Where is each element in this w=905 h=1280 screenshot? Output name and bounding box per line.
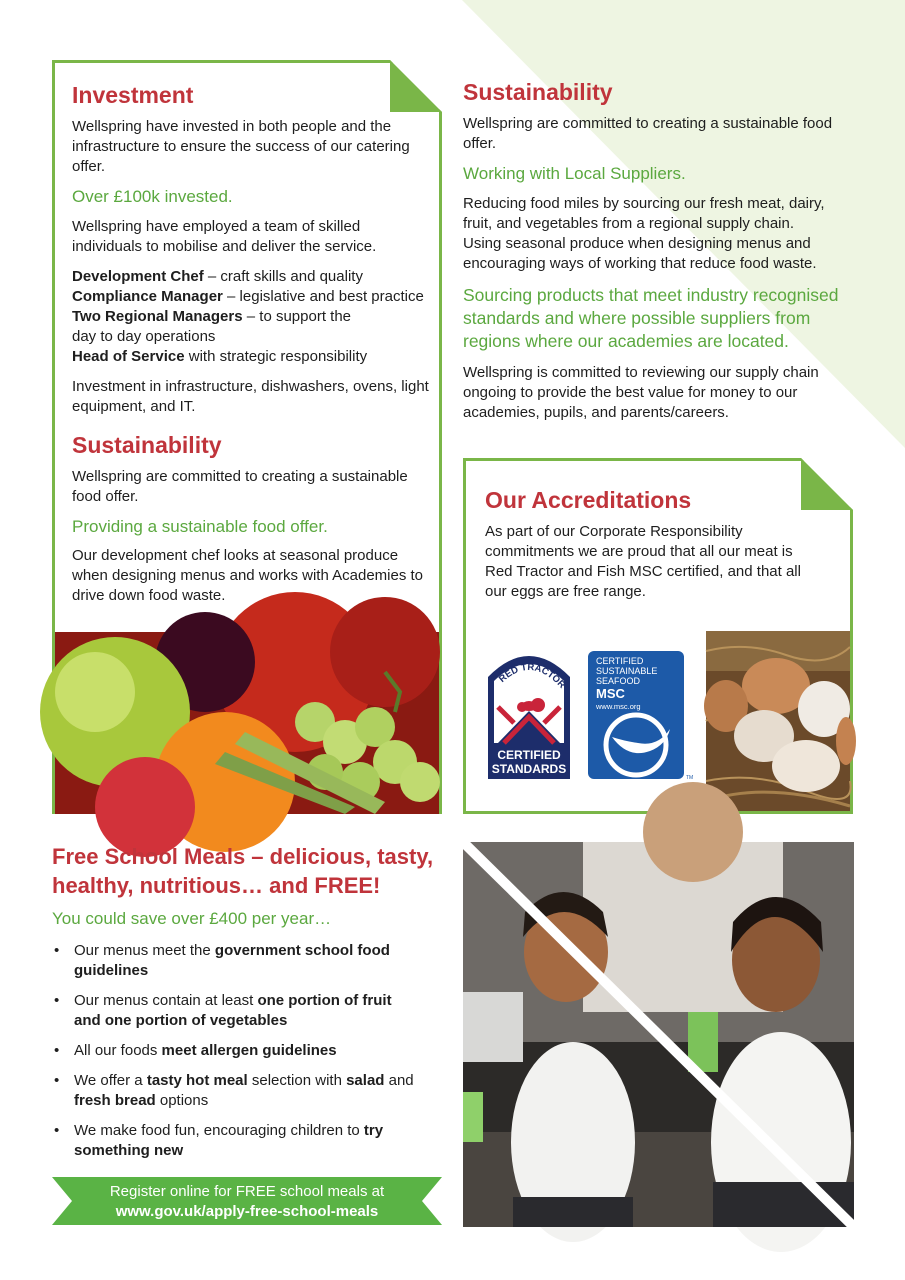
supply-chain-text: Wellspring is committed to reviewing our supply chain ongoing to provide the best value for money to our academies, pupils, and parents/careers. (463, 363, 819, 421)
role-item: Head of Service with strategic responsibility (72, 347, 368, 365)
investment-panel (52, 60, 442, 814)
benefit-item: • We make food fun, encouraging children to try something new (52, 1121, 419, 1161)
sustainability-column (463, 80, 858, 433)
benefit-item: • We offer a tasty hot meal selection with salad and fresh bread options (52, 1071, 419, 1111)
infrastructure-text: Investment in infrastructure, dishwashers, ovens, light equipment, and IT. (72, 377, 429, 415)
fruit-vegetables-image (55, 632, 439, 814)
children-school-meal-photo (463, 842, 854, 1227)
sustainability-subtitle-left: Sustainability (72, 431, 222, 458)
svg-text:RED TRACTOR: RED TRACTOR (496, 661, 568, 691)
investment-title: Investment (72, 82, 194, 108)
svg-text:STANDARDS: STANDARDS (491, 762, 567, 776)
accreditations-panel (463, 458, 853, 814)
register-banner[interactable] (52, 1177, 442, 1225)
benefits-list (52, 941, 447, 1161)
register-link[interactable]: www.gov.uk/apply-free-school-meals (115, 1203, 379, 1220)
svg-text:www.msc.org: www.msc.org (596, 702, 641, 711)
role-item: Compliance Manager – legislative and best practice (72, 287, 424, 305)
benefit-item: • Our menus meet the government school food guidelines (52, 941, 419, 981)
corner-fold (801, 458, 853, 510)
msc-logo (588, 651, 692, 783)
sustainability-intro-left: Wellspring are committed to creating a sustainable food offer. (72, 467, 408, 505)
investment-highlight: Over £100k invested. (72, 187, 233, 207)
sustainability-text-left: Our development chef looks at seasonal produce when designing menus and works with Academies to drive down food waste. (72, 547, 424, 605)
standards-subtitle: Sourcing products that meet industry recognised standards and where possible suppliers from regions where our academies are located. (463, 284, 839, 351)
benefit-item: • All our foods meet allergen guidelines (52, 1041, 419, 1061)
sustainability-sub-left: Providing a sustainable food offer. (72, 516, 328, 536)
svg-text:TM: TM (686, 775, 694, 781)
role-item: Two Regional Managers – to support the day to day operations (72, 307, 351, 345)
investment-intro: Wellspring have invested in both people and the infrastructure to ensure the success of our catering offer. (72, 118, 410, 176)
role-item: Development Chef – craft skills and quality (72, 267, 363, 285)
accreditations-title: Our Accreditations (485, 487, 692, 513)
accreditations-text: As part of our Corporate Responsibility commitments we are proud that all our meat is Red Tractor and Fish MSC certified, and that all our eggs are free range. (485, 523, 801, 601)
red-tractor-logo (484, 647, 574, 781)
svg-text:CERTIFIED: CERTIFIED (497, 748, 561, 762)
svg-text:CERTIFIED: CERTIFIED (596, 656, 644, 666)
team-text: Wellspring have employed a team of skilled individuals to mobilise and deliver the service. (72, 217, 377, 255)
sustainability-title: Sustainability (463, 79, 613, 105)
free-meals-section (52, 842, 447, 1171)
svg-text:SEAFOOD: SEAFOOD (596, 676, 641, 686)
svg-text:MSC: MSC (596, 686, 625, 701)
sustainability-intro: Wellspring are committed to creating a sustainable food offer. (463, 115, 833, 153)
eggs-nest-image (706, 631, 850, 811)
local-suppliers-subtitle: Working with Local Suppliers. (463, 164, 686, 184)
free-meals-title: Free School Meals – delicious, tasty, healthy, nutritious… and FREE! (52, 844, 434, 898)
benefit-item: • Our menus contain at least one portion of fruit and one portion of vegetables (52, 991, 419, 1031)
svg-text:SUSTAINABLE: SUSTAINABLE (596, 666, 658, 676)
roles-list (72, 267, 432, 367)
register-banner-text: Register online for FREE school meals at www.gov.uk/apply-free-school-meals (109, 1183, 385, 1220)
free-meals-savings: You could save over £400 per year… (52, 909, 332, 928)
local-suppliers-text: Reducing food miles by sourcing our fresh meat, dairy, fruit, and vegetables from a regional supply chain. Using seasonal produce when designing menus and encouraging ways of working that reduce food waste. (463, 194, 825, 272)
